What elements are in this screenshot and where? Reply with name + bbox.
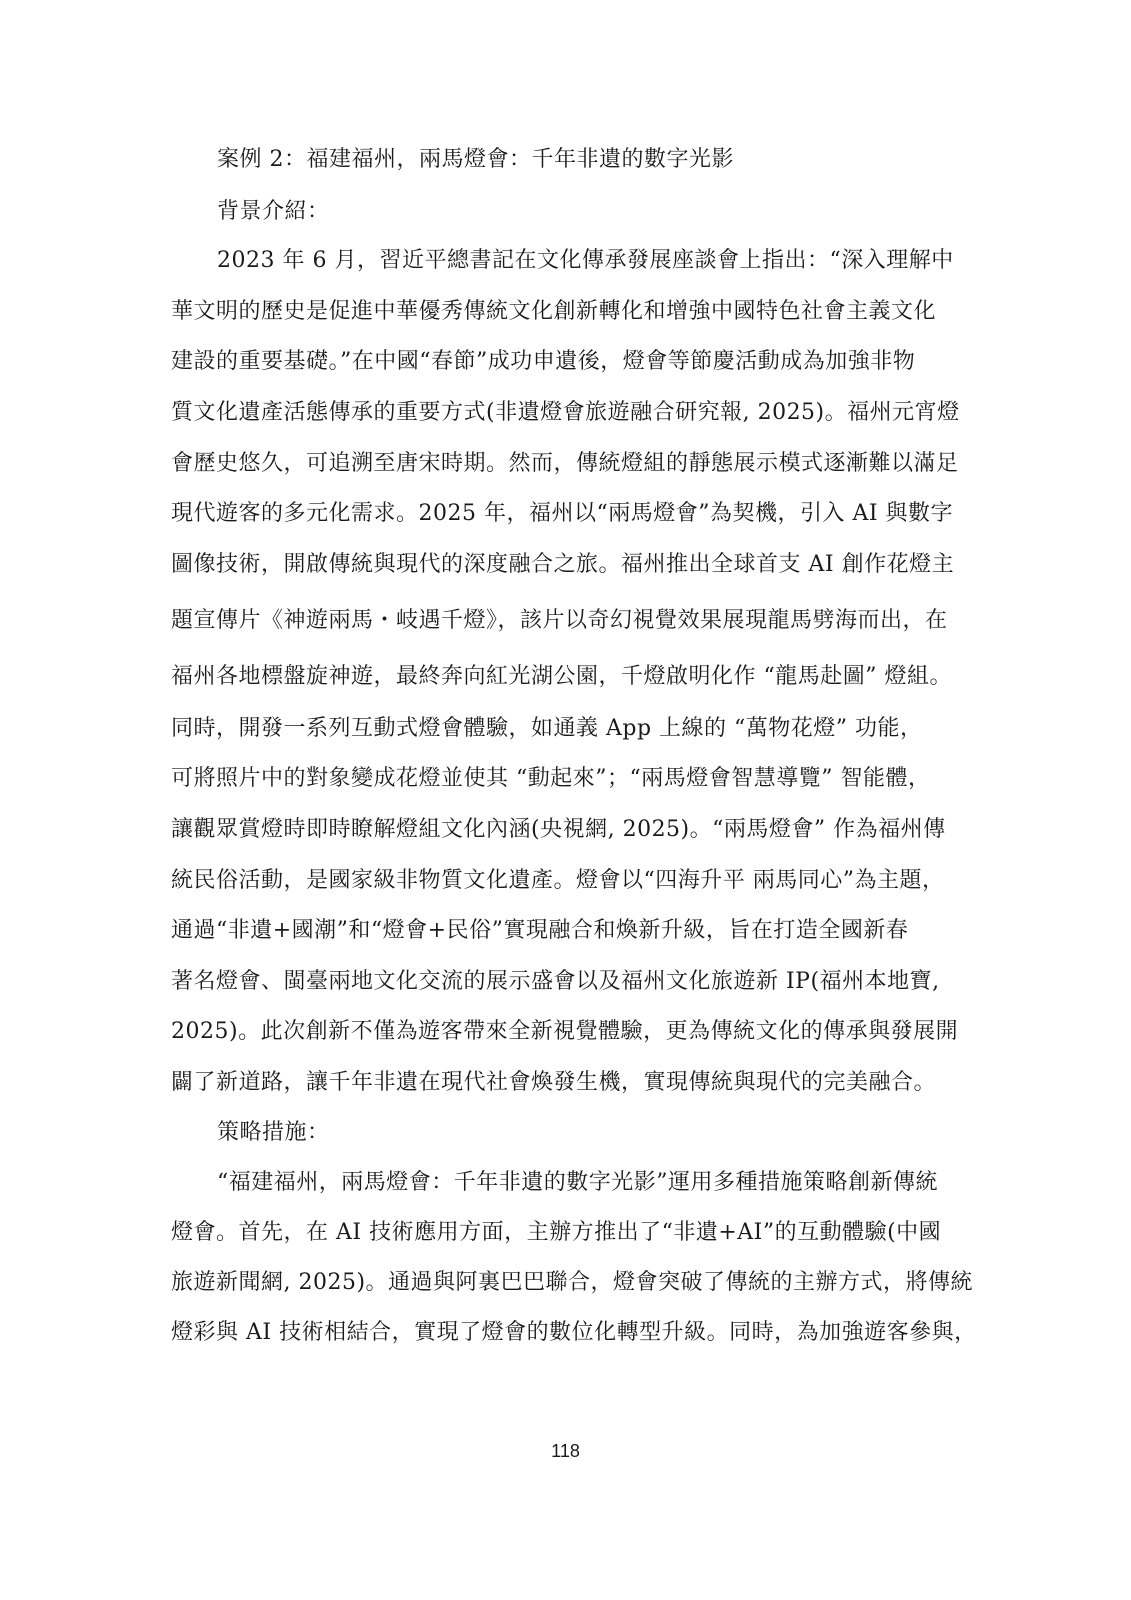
paragraph-line: 讓觀眾賞燈時即時瞭解燈組文化內涵(央視網, 2025)。“兩馬燈會” 作為福州傳: [171, 817, 946, 842]
paragraph-line: 建設的重要基礎。”在中國“春節”成功申遺後，燈會等節慶活動成為加強非物: [171, 349, 916, 374]
paragraph-line: 2023 年 6 月，習近平總書記在文化傳承發展座談會上指出：“深入理解中: [217, 248, 954, 273]
paragraph-line: 圖像技術，開啟傳統與現代的深度融合之旅。福州推出全球首支 AI 創作花燈主: [171, 552, 955, 577]
paragraph-line: 燈彩與 AI 技術相結合，實現了燈會的數位化轉型升級。同時，為加強遊客參與，: [171, 1320, 977, 1345]
paragraph-line: 可將照片中的對象變成花燈並使其 “動起來”；“兩馬燈會智慧導覽” 智能體，: [171, 766, 931, 791]
paragraph-line: 2025)。此次創新不僅為遊客帶來全新視覺體驗，更為傳統文化的傳承與發展開: [171, 1019, 959, 1044]
paragraph-line: 質文化遺產活態傳承的重要方式(非遺燈會旅遊融合研究報, 2025)。福州元宵燈: [171, 400, 960, 425]
paragraph-line: 旅遊新聞網, 2025)。通過與阿裏巴巴聯合，燈會突破了傳統的主辦方式，將傳統: [171, 1270, 974, 1295]
paragraph-line: 現代遊客的多元化需求。2025 年，福州以“兩馬燈會”為契機，引入 AI 與數字: [171, 501, 954, 526]
paragraph-line: 華文明的歷史是促進中華優秀傳統文化創新轉化和增強中國特色社會主義文化: [171, 299, 937, 324]
paragraph-line: 燈會。首先，在 AI 技術應用方面，主辦方推出了“非遺+AI”的互動體驗(中國: [171, 1220, 942, 1245]
case-title: 案例 2：福建福州，兩馬燈會：千年非遺的數字光影: [217, 147, 734, 172]
paragraph-line: 題宣傳片《神遊兩馬・岐遇千燈》，該片以奇幻視覺效果展現龍馬劈海而出，在: [171, 608, 948, 633]
paragraph-line: 統民俗活動，是國家級非物質文化遺產。燈會以“四海升平 兩馬同心”為主題，: [171, 868, 945, 893]
strategy-heading: 策略措施：: [217, 1120, 330, 1145]
paragraph-line: 福州各地標盤旋神遊，最終奔向紅光湖公園，千燈啟明化作 “龍馬赴圖” 燈組。: [171, 664, 952, 689]
paragraph-line: 著名燈會、閩臺兩地文化交流的展示盛會以及福州文化旅遊新 IP(福州本地寶,: [171, 969, 940, 994]
paragraph-line: 通過“非遺+國潮”和“燈會+民俗”實現融合和煥新升級，旨在打造全國新春: [171, 918, 909, 943]
page-number: 118: [551, 1441, 580, 1461]
paragraph-line: 同時，開發一系列互動式燈會體驗，如通義 App 上線的 “萬物花燈” 功能，: [171, 716, 923, 741]
background-heading: 背景介紹：: [217, 199, 330, 224]
paragraph-line: “福建福州，兩馬燈會：千年非遺的數字光影”運用多種措施策略創新傳統: [217, 1170, 938, 1195]
paragraph-line: 會歷史悠久，可追溯至唐宋時期。然而，傳統燈組的靜態展示模式逐漸難以滿足: [171, 451, 959, 476]
paragraph-line: 闢了新道路，讓千年非遺在現代社會煥發生機，實現傳統與現代的完美融合。: [171, 1070, 937, 1095]
